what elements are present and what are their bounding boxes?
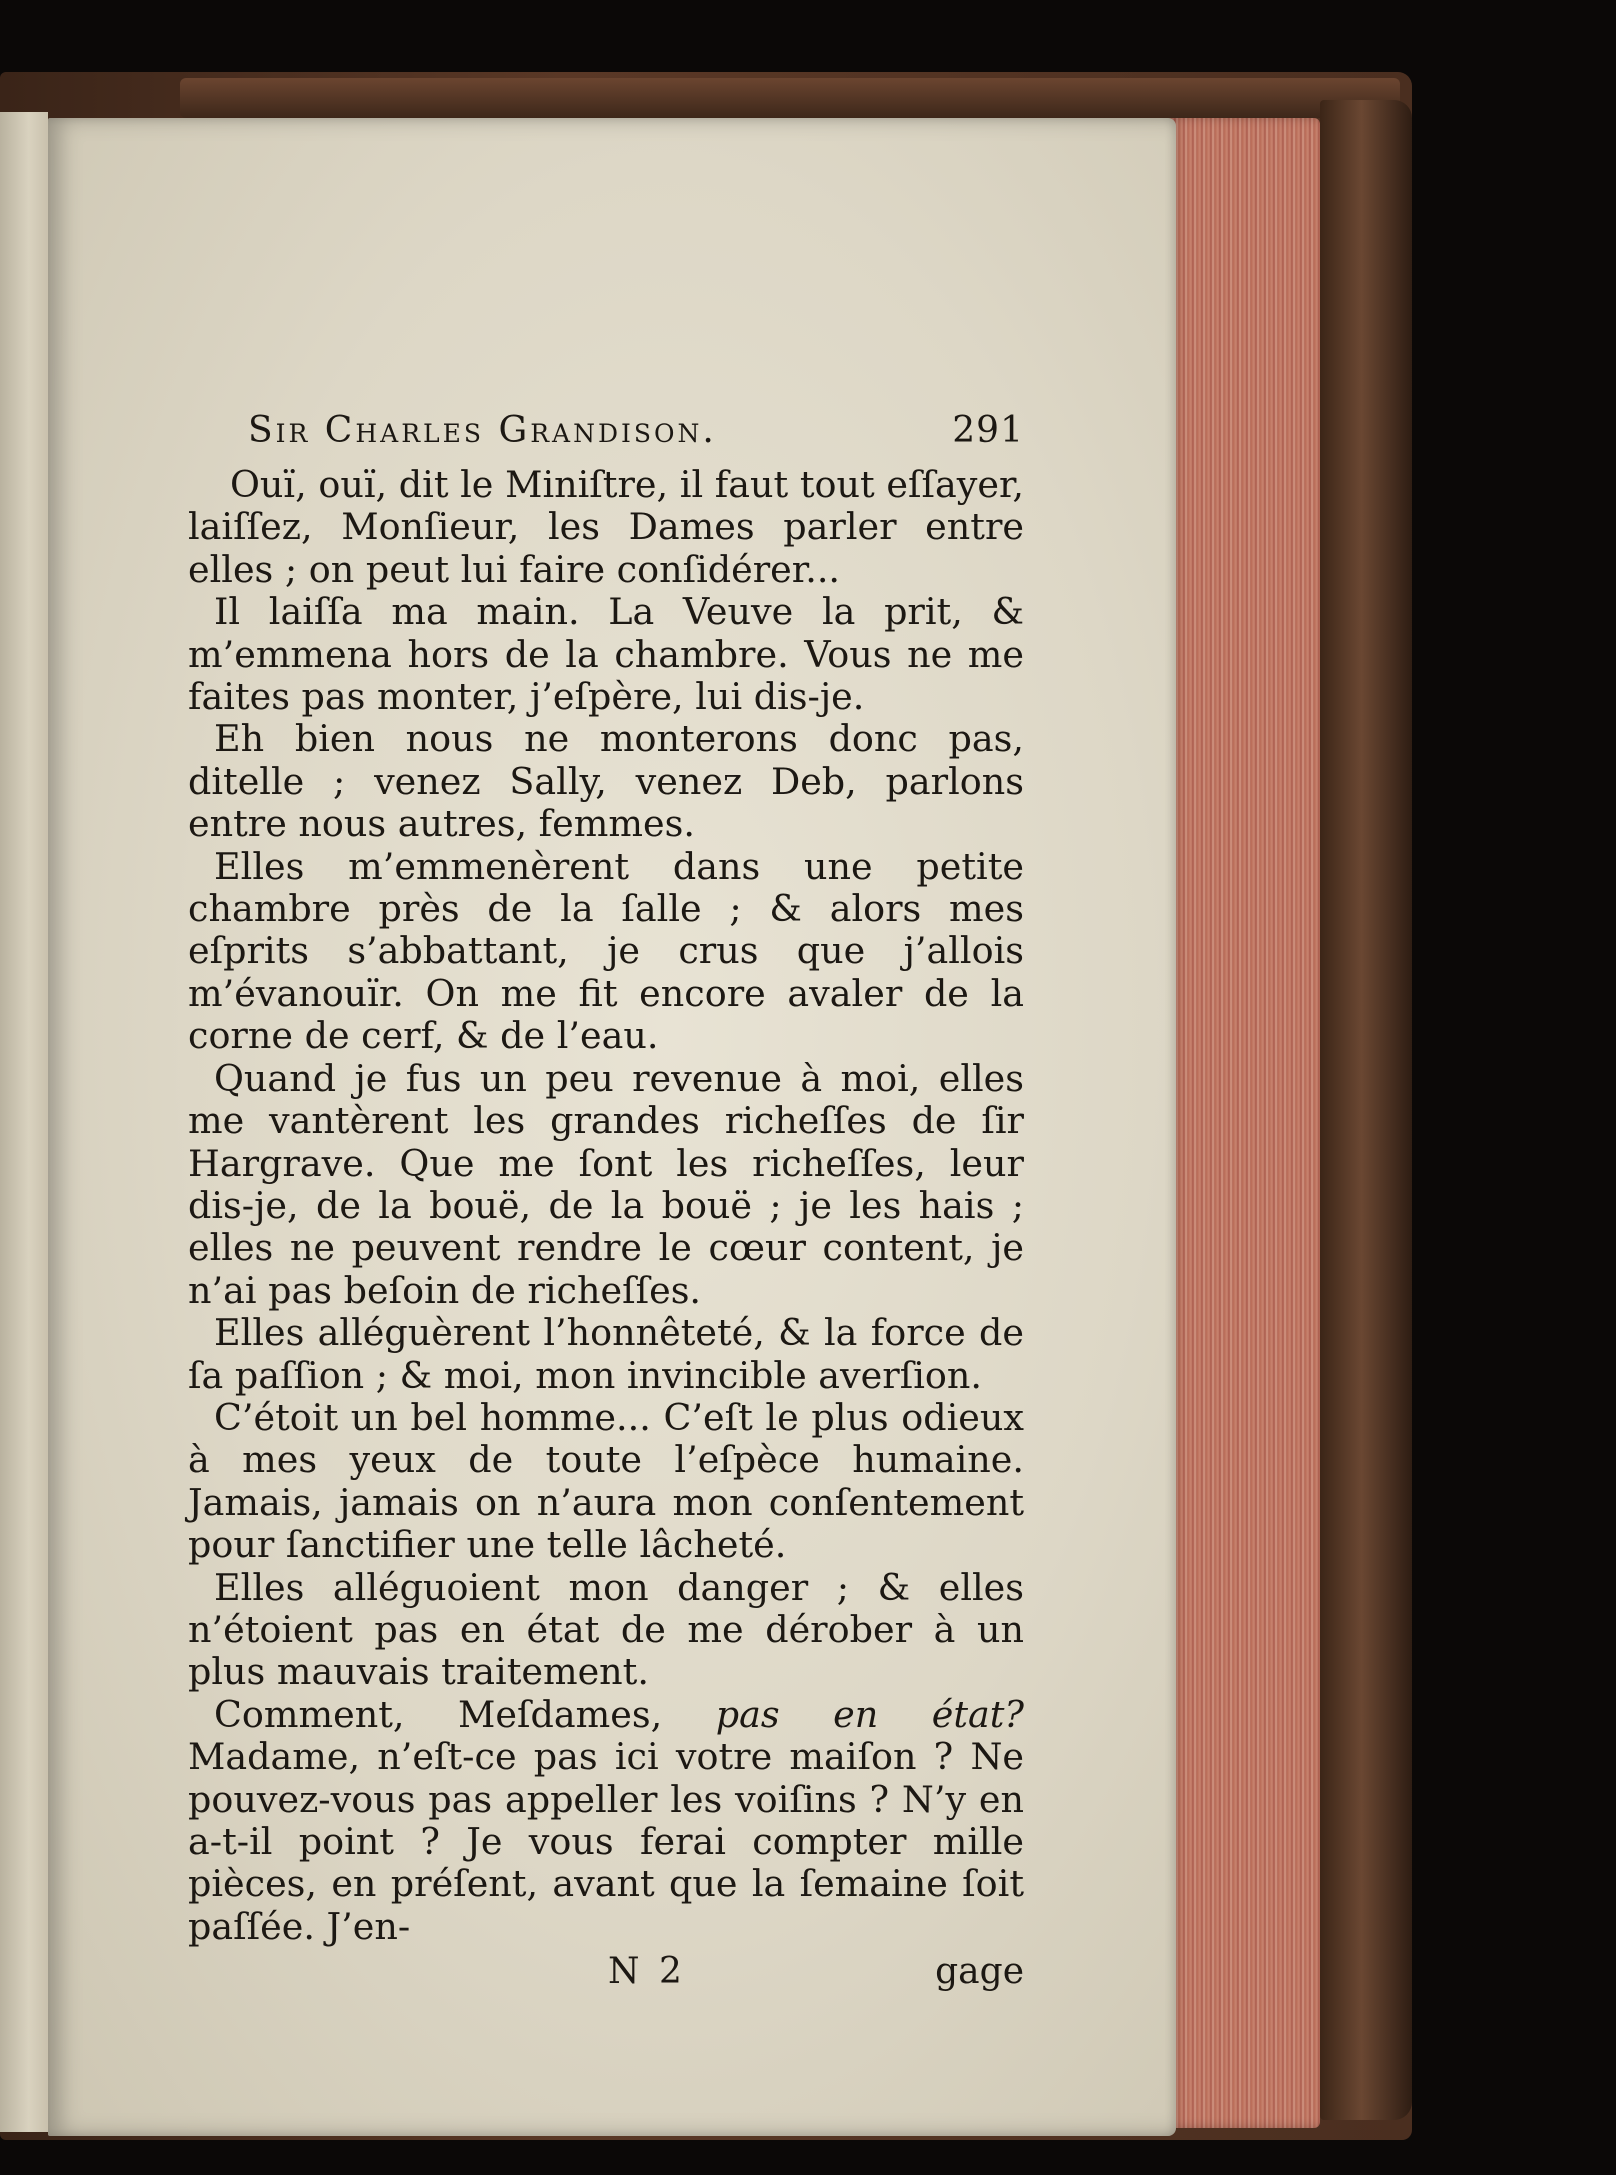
signature-mark: N 2 — [608, 1951, 686, 1993]
book-page — [48, 118, 1176, 2136]
catchword: gage — [935, 1951, 1024, 1993]
paragraph-text: Madame, n’eſt-ce pas ici votre maiſon ? Ne pouvez-vous pas appeller les voiſins ? N’y en a-t-il point ? Je vous ferai compter mille pièces, en préſent, avant que la ſemaine ſoit paſſée. J’en- — [188, 1735, 1024, 1948]
paragraph: Il laiſſa ma main. La Veuve la prit, & m’emmena hors de la chambre. Vous ne me faites pas monter, j’eſpère, lui dis-je. — [188, 590, 1024, 719]
footer-line — [188, 1950, 1024, 1994]
paragraph: C’étoit un bel homme... C’eſt le plus odieux à mes yeux de toute l’eſpèce humaine. Jamais, jamais on n’aura mon conſentement pour ſanctifier une telle lâcheté. — [188, 1395, 1024, 1567]
previous-page-edge — [0, 112, 48, 2132]
book-cover-fore-edge — [1320, 100, 1412, 2120]
paragraph-last — [188, 1694, 1024, 1948]
page-number: 291 — [952, 410, 1024, 451]
paragraph: Ouï, ouï, dit le Miniſtre, il faut tout eſſayer, laiſſez, Monſieur, les Dames parler entre elles ; on peut lui faire conſidérer... — [188, 463, 1024, 591]
book-cover-top-edge — [180, 78, 1400, 118]
page-block-edges — [1170, 118, 1320, 2128]
running-head — [188, 410, 1024, 460]
paragraph: Elles alléguèrent l’honnêteté, & la force de ſa paſſion ; & moi, mon invincible averſion. — [188, 1311, 1024, 1397]
text-block — [188, 410, 1024, 1994]
paragraph-text: Comment, Meſdames, — [214, 1692, 716, 1736]
paragraph: Elles m’emmenèrent dans une petite chambre près de la ſalle ; & alors mes eſprits s’abbattant, je crus que j’allois m’évanouïr. On me fit encore avaler de la corne de cerf, & de l’eau. — [188, 844, 1024, 1058]
running-head-title: Sir Charles Grandison. — [248, 410, 717, 451]
paragraph: Elles alléguoient mon danger ; & elles n’étoient pas en état de me dérober à un plus mauvais traitement. — [188, 1565, 1024, 1694]
paragraph: Eh bien nous ne monterons donc pas, ditelle ; venez Sally, venez Deb, parlons entre nous autres, femmes. — [188, 717, 1024, 846]
paragraph: Quand je fus un peu revenue à moi, elles me vantèrent les grandes richeſſes de ſir Hargrave. Que me ſont les richeſſes, leur dis-je, de la bouë, de la bouë ; je les hais ; elles ne peuvent rendre le cœur content, je n’ai pas beſoin de richeſſes. — [188, 1056, 1024, 1312]
emphasis-text: pas en état? — [715, 1692, 1024, 1736]
